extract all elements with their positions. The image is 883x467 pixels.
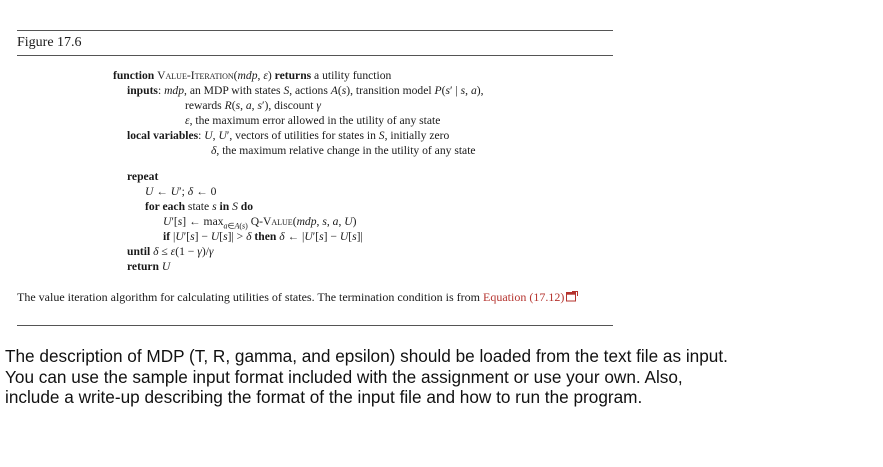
figure-top-rule bbox=[17, 30, 613, 31]
algorithm-line-function: function Value-Iteration(mdp, ε) returns a utility function bbox=[113, 69, 392, 82]
algorithm-line-for-each: for each state s in S do bbox=[145, 200, 254, 213]
description-line-1: The description of MDP (T, R, gamma, and epsilon) should be loaded from the text file as input. bbox=[5, 346, 728, 366]
external-link-icon[interactable] bbox=[566, 291, 578, 306]
figure-bottom-rule bbox=[17, 325, 613, 326]
equation-link[interactable] bbox=[483, 290, 578, 304]
algorithm-line-delta: δ, the maximum relative change in the utility of any state bbox=[211, 144, 476, 157]
description-line-2: You can use the sample input format included with the assignment or use your own. Also, bbox=[5, 366, 683, 387]
algorithm-line-update: U′[s] ← $\max_{a\in A(s)}$ Q-Value(mdp, s, a, U) bbox=[163, 215, 357, 231]
equation-link-text[interactable]: Equation (17.12) bbox=[483, 290, 565, 304]
algorithm-line-epsilon: ε, the maximum error allowed in the utility of any state bbox=[185, 114, 441, 127]
algorithm-line-until: until δ ≤ ε(1 − γ)/γ bbox=[127, 245, 214, 258]
algorithm-line-repeat: repeat bbox=[127, 170, 159, 183]
caption-text: The value iteration algorithm for calculating utilities of states. The termination condition is from bbox=[17, 290, 480, 304]
algorithm-line-assign: U ← U′; δ ← 0 bbox=[145, 185, 217, 198]
algorithm-line-return: return U bbox=[127, 260, 171, 273]
algorithm-line-local-variables: local variables: U, U′, vectors of utilities for states in S, initially zero bbox=[127, 129, 450, 142]
algorithm-line-if: if |U′[s] − U[s]| > δ then δ ← |U′[s] − U[s]| bbox=[163, 230, 363, 243]
assignment-description bbox=[5, 346, 875, 408]
figure-title-rule bbox=[17, 55, 613, 56]
figure-caption bbox=[17, 290, 617, 306]
algorithm-line-inputs: inputs: mdp, an MDP with states S, actions A(s), transition model P(s′ | s, a), bbox=[127, 84, 484, 97]
figure-title: Figure 17.6 bbox=[17, 35, 82, 50]
description-line-3: include a write-up describing the format of the input file and how to run the program. bbox=[5, 387, 643, 407]
algorithm-line-rewards: rewards R(s, a, s′), discount γ bbox=[185, 99, 321, 112]
